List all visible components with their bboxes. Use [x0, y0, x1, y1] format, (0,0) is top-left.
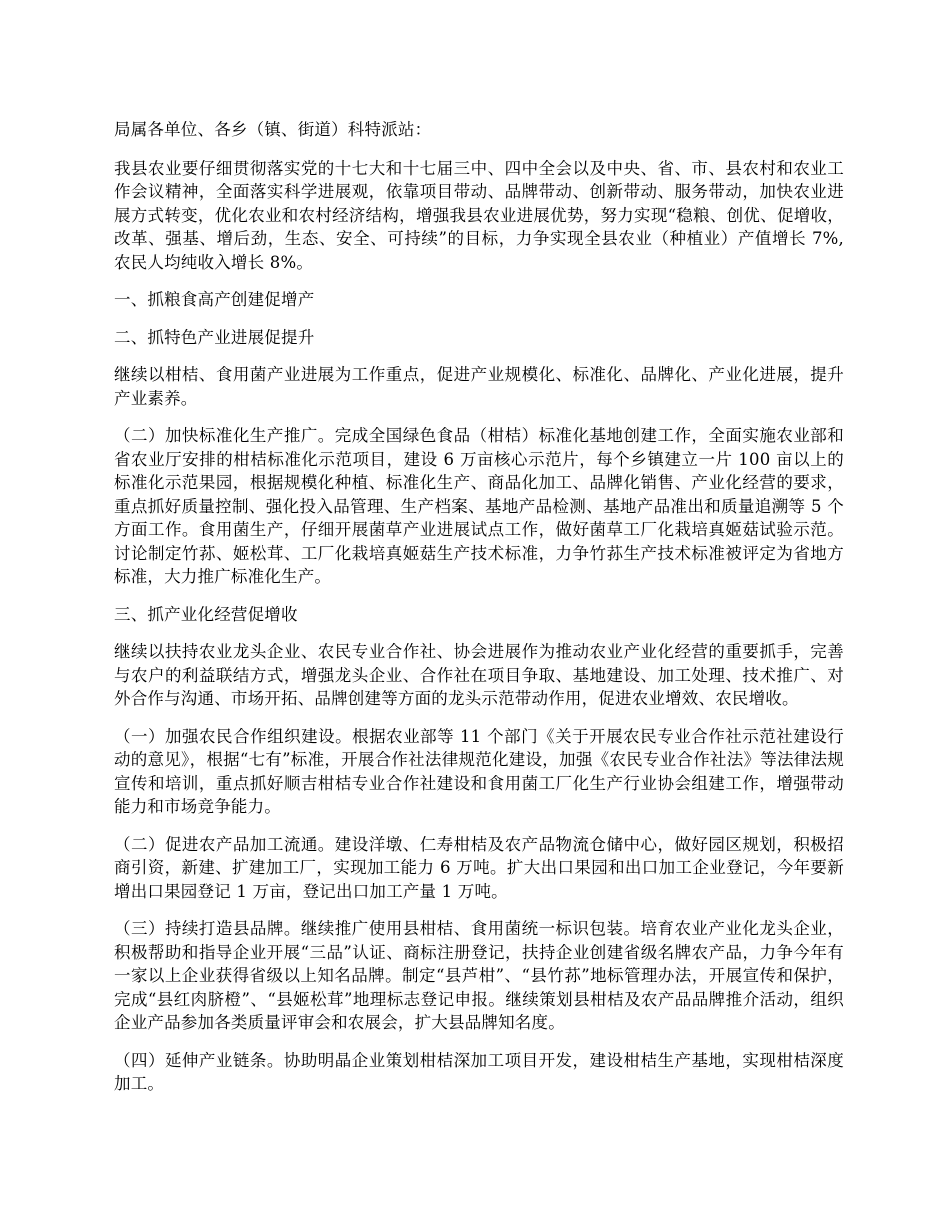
processing-paragraph: （二）促进农产品加工流通。建设洋墩、仁寿柑桔及农产品物流仓储中心，做好园区规划，积极招商引资，新建、扩建加工厂，实现加工能力 6 万吨。扩大出口果园和出口加工企业登记，今年要新增出口果园登记 1 万亩，登记出口加工产量 1 万吨。 — [114, 834, 844, 901]
intro-paragraph: 我县农业要仔细贯彻落实党的十七大和十七届三中、四中全会以及中央、省、市、县农村和农业工作会议精神，全面落实科学进展观，依靠项目带动、品牌带动、创新带动、服务带动，加快农业进展方式转变，优化农业和农村经济结构，增强我县农业进展优势，努力实现“稳粮、创优、促增收，改革、强基、增后劲，生态、安全、可持续”的目标，力争实现全县农业（种植业）产值增长 7%,农民人均纯收入增长 8%。 — [114, 158, 844, 272]
salutation: 局属各单位、各乡（镇、街道）科特派站： — [114, 120, 432, 139]
section-heading-2: 二、抓特色产业进展促提升 — [114, 327, 315, 347]
section-heading-3: 三、抓产业化经营促增收 — [114, 604, 298, 624]
document-body — [114, 118, 844, 1110]
section-3-intro-paragraph: 继续以扶持农业龙头企业、农民专业合作社、协会进展作为推动农业产业化经营的重要抓手，完善与农户的利益联结方式，增强龙头企业、合作社在项目争取、基地建设、加工处理、技术推广、对外合作与沟通、市场开拓、品牌创建等方面的龙头示范带动作用，促进农业增效、农民增收。 — [114, 642, 844, 708]
industry-chain-paragraph: （四）延伸产业链条。协助明晶企业策划柑桔深加工项目开发，建设柑桔生产基地，实现柑桔深度加工。 — [114, 1050, 844, 1093]
brand-paragraph: （三）持续打造县品牌。继续推广使用县柑桔、食用菌统一标识包装。培育农业产业化龙头企业，积极帮助和指导企业开展“三品”认证、商标注册登记，扶持企业创建省级名牌农产品，力争今年有一家以上企业获得省级以上知名品牌。制定“县芦柑”、“县竹荪”地标管理办法，开展宣传和保护，完成“县红肉脐橙”、“县姬松茸”地理标志登记申报。继续策划县柑桔及农产品品牌推介活动，组织企业产品参加各类质量评审会和农展会，扩大县品牌知名度。 — [114, 919, 844, 1032]
standardization-paragraph: （二）加快标准化生产推广。完成全国绿色食品（柑桔）标准化基地创建工作，全面实施农业部和省农业厅安排的柑桔标准化示范项目，建设 6 万亩核心示范片，每个乡镇建立一片 100 亩以上的标准化示范果园，根据规模化种植、标准化生产、商品化加工、品牌化销售、产业化经营的要求，重点抓好质量控制、强化投入品管理、生产档案、基地产品检测、基地产品准出和质量追溯等 5 个方面工作。食用菌生产，仔细开展菌草产业进展试点工作，做好菌草工厂化栽培真姬菇试验示范。讨论制定竹荪、姬松茸、工厂化栽培真姬菇生产技术标准，力争竹荪生产技术标准被评定为省地方标准，大力推广标准化生产。 — [114, 426, 844, 586]
section-heading-1: 一、抓粮食高产创建促增产 — [114, 290, 315, 309]
section-2-intro-paragraph: 继续以柑桔、食用菌产业进展为工作重点，促进产业规模化、标准化、品牌化、产业化进展，提升产业素养。 — [114, 365, 844, 408]
cooperative-paragraph: （一）加强农民合作组织建设。根据农业部等 11 个部门《关于开展农民专业合作社示范社建设行动的意见》，根据“七有”标准，开展合作社法律规范化建设，加强《农民专业合作社法》等法律法规宣传和培训，重点抓好顺吉柑桔专业合作社建设和食用菌工厂化生产行业协会组建工作，增强带动能力和市场竞争能力。 — [114, 726, 844, 816]
